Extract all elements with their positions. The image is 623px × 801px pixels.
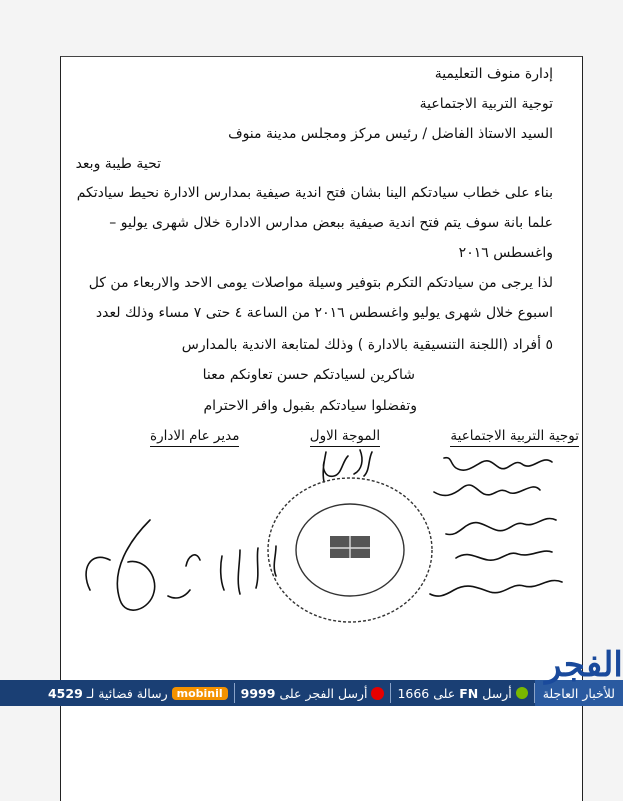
letter-body-line-2: علما بانة سوف يتم فتح اندية صيفية ببعض مدارس الادارة خلال شهرى يوليو – [109,215,553,231]
letter-body-line-5: اسبوع خلال شهرى يوليو واغسطس ٢٠١٦ من الساعة ٤ حتى ٧ مساء وذلك لعدد [95,305,553,321]
letter-body-line-1: بناء على خطاب سيادتكم الينا بشان فتح اندية صيفية بمدارس الادارة نحيط سيادتكم [76,185,553,201]
signature-title-general-director: مدير عام الادارة [150,428,239,447]
letter-body-line-3: واغسطس ٢٠١٦ [458,245,553,261]
signature-titles [150,428,579,447]
signature-title-social-education: توجية التربية الاجتماعية [450,428,579,447]
vodafone-icon [371,687,384,700]
etisalat-icon [516,687,528,699]
letter-addressee: السيد الاستاذ الفاضل / رئيس مركز ومجلس مدينة منوف [228,126,553,142]
letter-header-department: توجية التربية الاجتماعية [419,96,553,112]
letter-greeting: تحية طيبة وبعد [75,156,161,172]
letter-thanks: شاكرين لسيادتكم حسن تعاونكم معنا [202,367,415,383]
news-ticker-banner [0,680,623,706]
vodafone-sms-offer [235,686,391,701]
letter-body-line-4: لذا يرجى من سيادتكم التكرم بتوفير وسيلة مواصلات يومى الاحد والاربعاء من كل [88,275,553,291]
alfajr-logo-text: الفجر [545,645,623,685]
alfajr-logo [545,624,623,706]
send-fajr-label: أرسل الفجر على [279,685,368,701]
fn-sms-offer [391,686,533,701]
mobinil-logo: mobinil [172,687,228,700]
send-label: أرسل [482,685,512,701]
on-1666: على 1666 [397,685,456,701]
space-message-label: رسالة فضائية لـ [86,685,168,701]
mobinil-sms-offer [42,686,234,701]
letter-closing: وتفضلوا سيادتكم بقبول وافر الاحترام [203,398,417,414]
divider [390,683,391,703]
signature-title-first-supervisor: الموجة الاول [310,428,380,447]
letter-header-directorate: إدارة منوف التعليمية [434,66,553,82]
divider [234,683,235,703]
divider [534,683,535,703]
number-9999: 9999 [240,685,276,701]
letter-body-line-6: ٥ أفراد (اللجنة التنسيقية بالادارة ) وذلك لمتابعة الاندية بالمدارس [181,337,553,353]
fn-code: FN [459,685,479,701]
number-4529: 4529 [47,685,83,701]
breaking-news-label: للأخبار العاجلة [535,680,623,706]
